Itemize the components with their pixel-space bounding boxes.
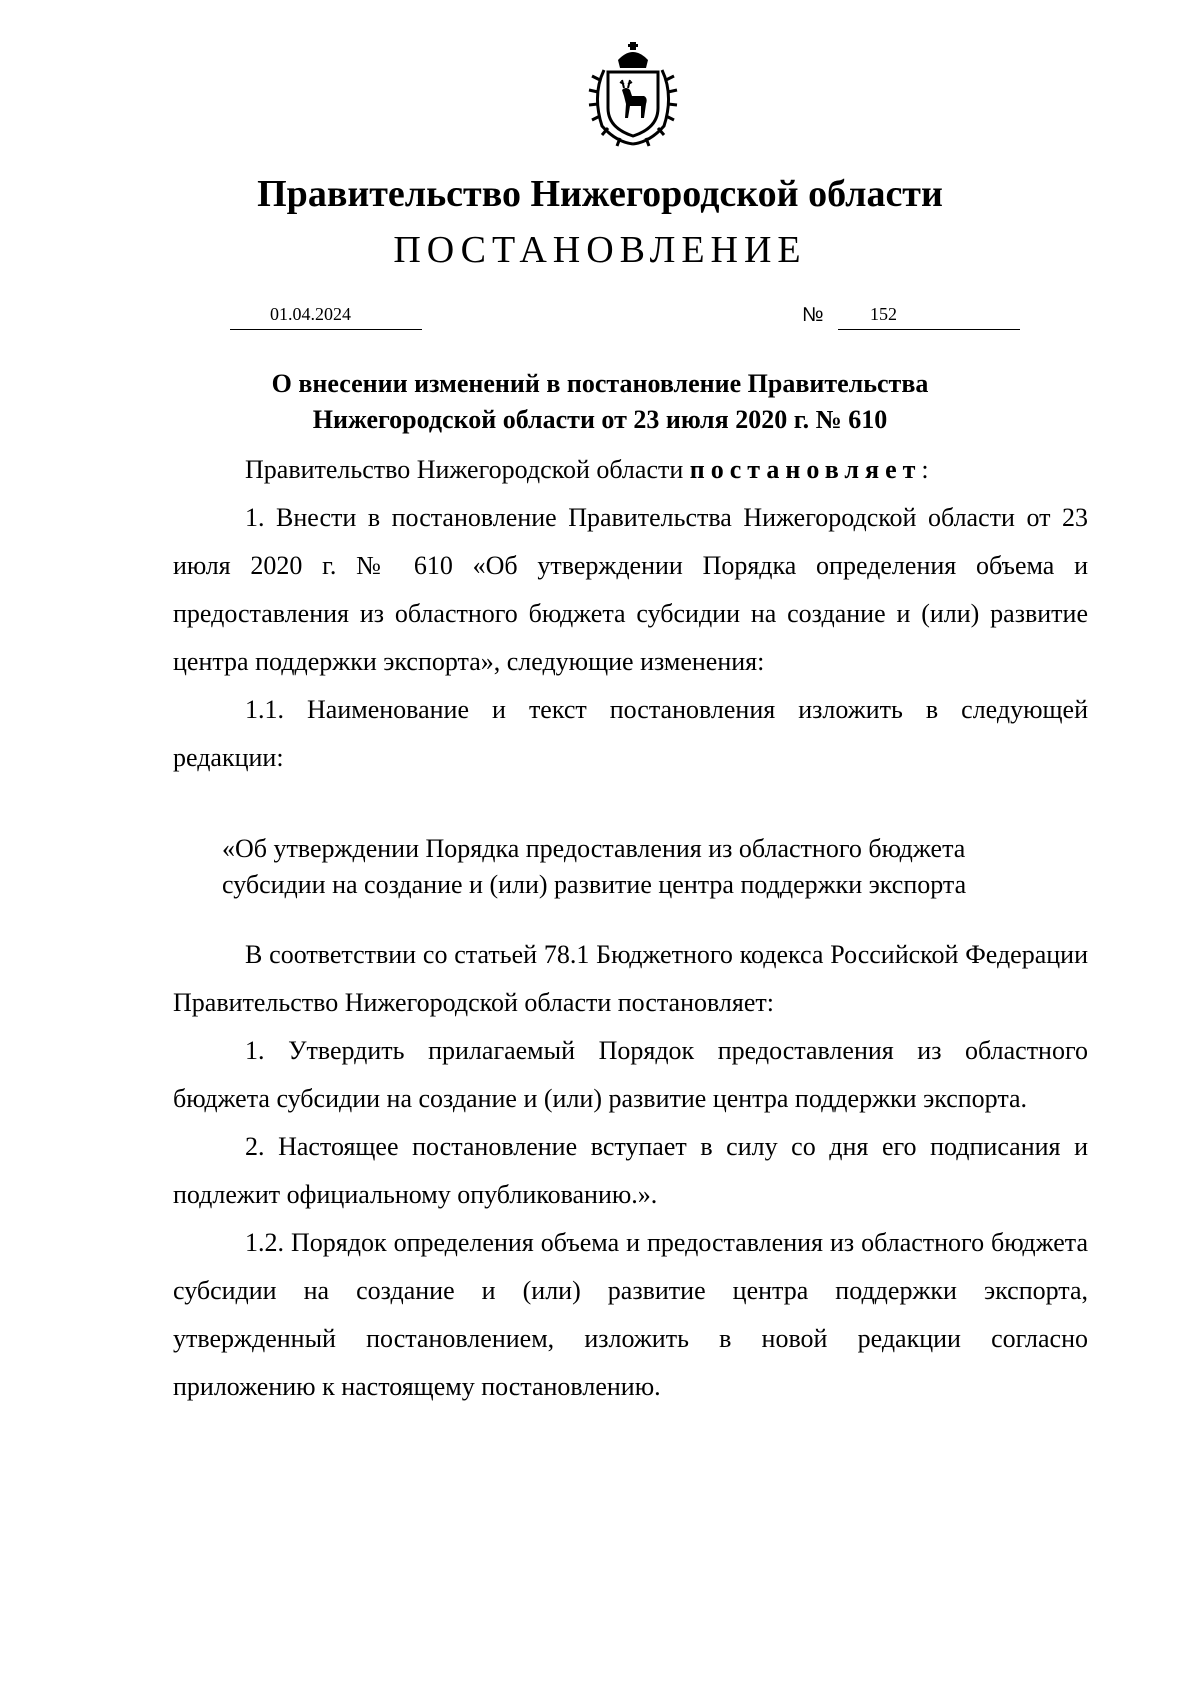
body-section-1 — [173, 446, 1088, 782]
number-sign: № — [802, 304, 824, 326]
paragraph-quoted-1: 1. Утвердить прилагаемый Порядок предоставления из областного бюджета субсидии на создание и (или) развитие центра поддержки экспорта. — [173, 1036, 1088, 1113]
body-section-2 — [173, 931, 1088, 1411]
paragraph-quoted-2: 2. Настоящее постановление вступает в силу со дня его подписания и подлежит официальному опубликованию.». — [173, 1132, 1088, 1209]
quoted-title-line-1: «Об утверждении Порядка предоставления из областного бюджета — [222, 834, 966, 863]
preamble-verb: постановляет — [689, 455, 922, 484]
paragraph-basis: В соответствии со статьей 78.1 Бюджетного кодекса Российской Федерации Правительство Нижегородской области постановляет: — [173, 940, 1088, 1017]
preamble-text: Правительство Нижегородской области — [245, 455, 690, 484]
document-number: 152 — [870, 304, 897, 324]
coat-of-arms-icon — [578, 40, 688, 150]
subject-line-1: О внесении изменений в постановление Правительства — [271, 369, 929, 398]
quoted-title-line-2: субсидии на создание и (или) развитие центра поддержки экспорта — [222, 870, 967, 899]
paragraph-1-1: 1.1. Наименование и текст постановления изложить в следующей редакции: — [173, 695, 1088, 772]
paragraph-1: 1. Внести в постановление Правительства Нижегородской области от 23 июля 2020 г. № 610 «Об утверждении Порядка определения объема и предоставления из областного бюджета субсидии на создание и (или) развитие центра поддержки экспорта», следующие изменения: — [173, 503, 1088, 676]
number-field — [838, 296, 1020, 330]
government-title: Правительство Нижегородской области — [257, 173, 943, 215]
preamble — [173, 446, 1088, 494]
quoted-title — [222, 831, 1092, 903]
document-date: 01.04.2024 — [270, 304, 351, 324]
paragraph-1-2: 1.2. Порядок определения объема и предоставления из областного бюджета субсидии на создание и (или) развитие центра поддержки экспорта, утвержденный постановлением, изложить в новой редакции согласно приложению к настоящему постановлению. — [173, 1228, 1088, 1401]
document-subject — [0, 366, 1200, 438]
preamble-colon: : — [921, 455, 929, 484]
subject-line-2: Нижегородской области от 23 июля 2020 г. № 610 — [312, 405, 888, 434]
document-type: ПОСТАНОВЛЕНИЕ — [393, 229, 807, 271]
date-field — [230, 296, 422, 330]
